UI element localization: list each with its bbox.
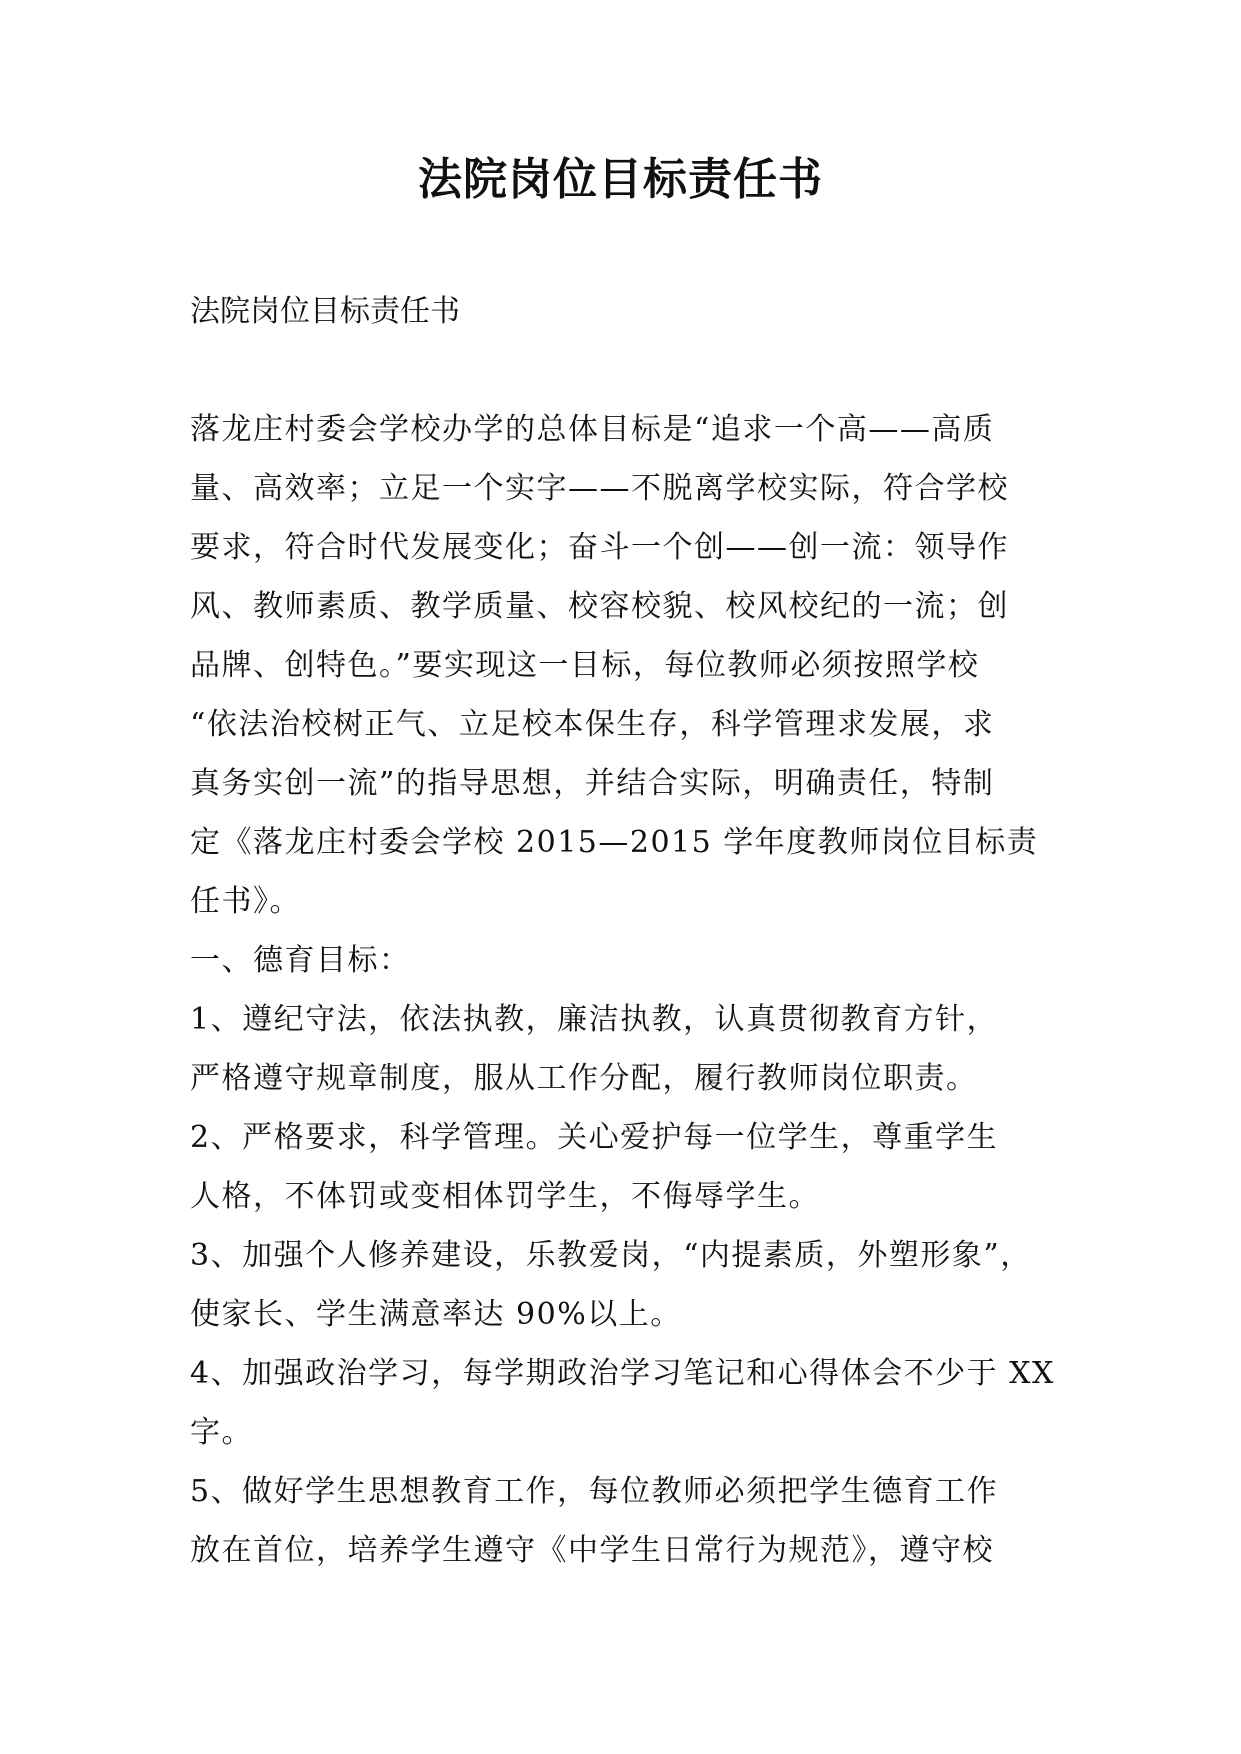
document-body xyxy=(190,410,1070,1590)
body-line: 风、教师素质、教学质量、校容校貌、校风校纪的一流；创 xyxy=(190,589,1009,624)
body-line: 3、加强个人修养建设，乐教爱岗，“内提素质，外塑形象”， xyxy=(190,1238,1032,1273)
section-heading: 一、德育目标： xyxy=(190,943,411,978)
body-line: 人格，不体罚或变相体罚学生，不侮辱学生。 xyxy=(190,1179,820,1214)
body-line: 5、做好学生思想教育工作，每位教师必须把学生德育工作 xyxy=(190,1474,999,1509)
body-line: 品牌、创特色。”要实现这一目标，每位教师必须按照学校 xyxy=(190,648,980,683)
document-subtitle: 法院岗位目标责任书 xyxy=(190,294,460,329)
body-line: 放在首位，培养学生遵守《中学生日常行为规范》，遵守校 xyxy=(190,1533,994,1568)
body-line: 4、加强政治学习，每学期政治学习笔记和心得体会不少于 XX xyxy=(190,1356,1055,1391)
document-title: 法院岗位目标责任书 xyxy=(418,154,823,205)
body-line: 量、高效率；立足一个实字——不脱离学校实际，符合学校 xyxy=(190,471,1009,506)
body-line: 1、遵纪守法，依法执教，廉洁执教，认真贯彻教育方针， xyxy=(190,1002,999,1037)
body-line: 落龙庄村委会学校办学的总体目标是“追求一个高——高质 xyxy=(190,412,995,447)
body-line: “依法治校树正气、立足校本保生存，科学管理求发展，求 xyxy=(190,707,995,742)
body-line: 任书》。 xyxy=(190,884,301,919)
body-line: 字。 xyxy=(190,1415,253,1450)
body-line: 要求，符合时代发展变化；奋斗一个创——创一流：领导作 xyxy=(190,530,1009,565)
body-line: 真务实创一流”的指导思想，并结合实际，明确责任，特制 xyxy=(190,766,995,801)
body-line: 2、严格要求，科学管理。关心爱护每一位学生，尊重学生 xyxy=(190,1120,999,1155)
body-line: 使家长、学生满意率达 90%以上。 xyxy=(190,1297,682,1332)
body-line: 定《落龙庄村委会学校 2015—2015 学年度教师岗位目标责 xyxy=(190,825,1039,860)
body-line: 严格遵守规章制度，服从工作分配，履行教师岗位职责。 xyxy=(190,1061,978,1096)
